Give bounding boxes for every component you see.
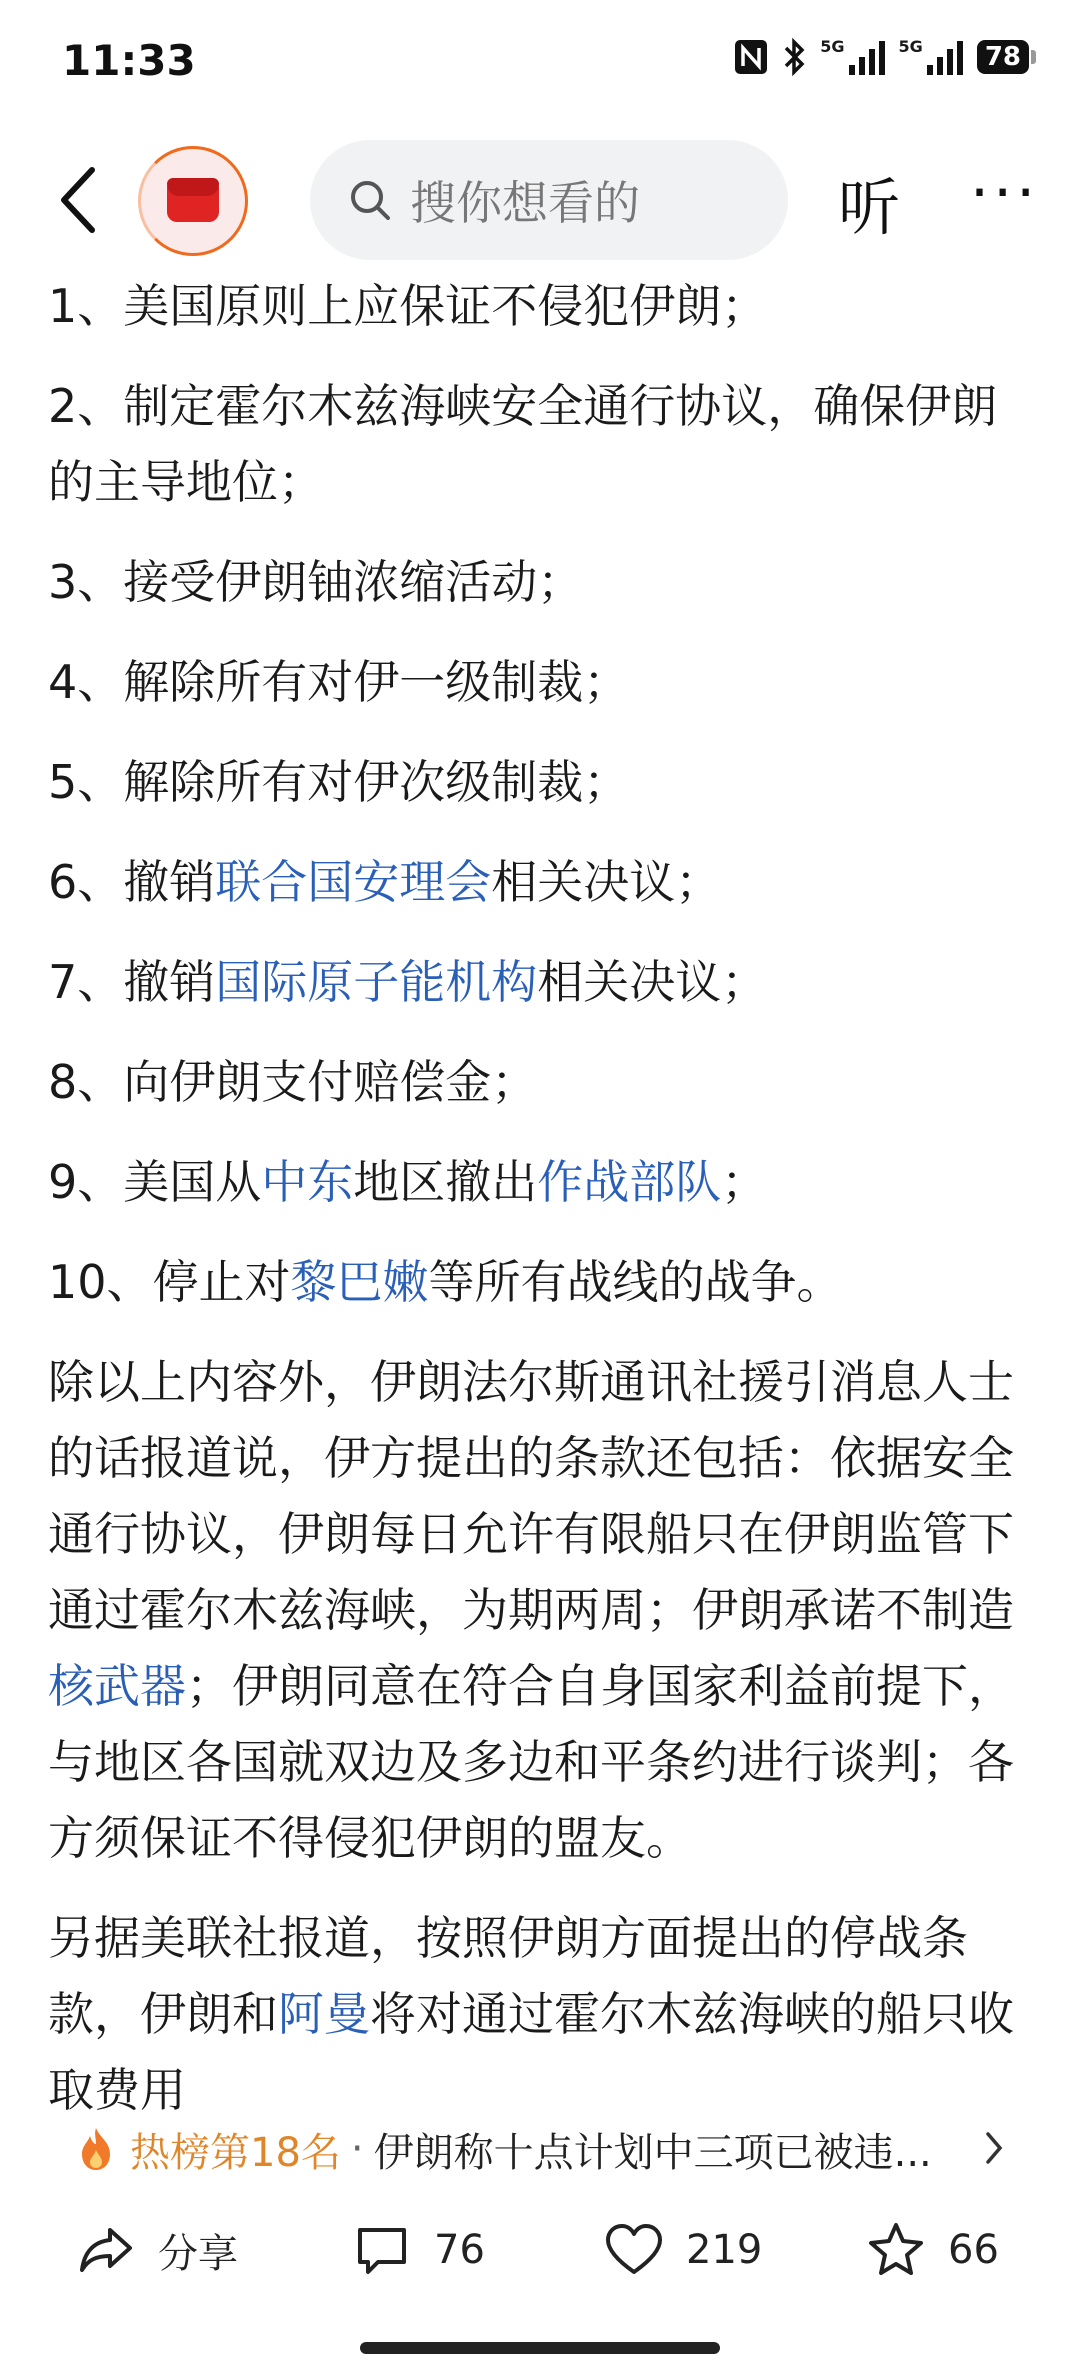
system-icons — [734, 38, 1036, 76]
hot-ranking-bar[interactable] — [76, 2112, 1016, 2186]
separator: · — [350, 2126, 364, 2172]
topic-link-combat-troops[interactable]: 作战部队 — [537, 1155, 722, 1209]
top-nav — [0, 130, 1080, 270]
topic-link-middle-east[interactable]: 中东 — [261, 1155, 354, 1209]
share-label: 分享 — [158, 2230, 238, 2277]
topic-link-iaea[interactable]: 国际原子能机构 — [215, 955, 538, 1009]
heart-icon — [604, 2220, 664, 2280]
bottom-action-bar — [0, 2200, 1080, 2310]
more-options-button[interactable]: ··· — [970, 158, 1040, 228]
status-bar — [0, 0, 1080, 120]
list-item: 2、制定霍尔木兹海峡安全通行协议，确保伊朗的主导地位； — [48, 379, 998, 509]
like-count: 219 — [686, 2227, 763, 2273]
list-item: 10、停止对黎巴嫩等所有战线的战争。 — [48, 1255, 843, 1309]
fire-icon — [76, 2126, 116, 2172]
list-item: 8、向伊朗支付赔偿金； — [48, 1055, 538, 1109]
home-indicator[interactable] — [360, 2342, 720, 2354]
topic-link-un-security-council[interactable]: 联合国安理会 — [215, 855, 492, 909]
chevron-right-icon — [980, 2128, 1008, 2168]
signal-5g-1: 5G — [820, 39, 884, 75]
signal-5g-2: 5G — [899, 39, 963, 75]
search-bar[interactable] — [310, 140, 788, 260]
comment-button[interactable] — [352, 2220, 485, 2280]
list-item: 3、接受伊朗铀浓缩活动； — [48, 555, 584, 609]
back-arrow-icon[interactable] — [50, 160, 110, 240]
battery-indicator — [977, 40, 1036, 74]
comment-count: 76 — [434, 2227, 485, 2273]
star-icon — [866, 2220, 926, 2280]
topic-link-nuclear-weapons[interactable]: 核武器 — [48, 1659, 186, 1713]
battery-level: 78 — [977, 40, 1029, 74]
favorite-button[interactable] — [866, 2220, 999, 2280]
search-icon — [346, 176, 394, 224]
topic-link-lebanon[interactable]: 黎巴嫩 — [290, 1255, 429, 1309]
list-item: 9、美国从中东地区撤出作战部队； — [48, 1155, 768, 1209]
hot-rank-label: 热榜第18名 — [130, 2129, 341, 2176]
listen-button[interactable]: 听 — [838, 171, 901, 244]
share-button[interactable] — [76, 2220, 238, 2280]
list-item: 4、解除所有对伊一级制裁； — [48, 655, 630, 709]
topic-link-oman[interactable]: 阿曼 — [278, 1987, 370, 2041]
nfc-icon — [734, 39, 768, 75]
list-item: 6、撤销联合国安理会相关决议； — [48, 855, 722, 909]
share-icon — [76, 2220, 136, 2280]
comment-icon — [352, 2220, 412, 2280]
hot-topic-title: 伊朗称十点计划中三项已被违... — [373, 2129, 932, 2176]
article-body — [48, 268, 1028, 2117]
clock: 11:33 — [62, 36, 196, 85]
app-logo[interactable] — [138, 146, 248, 256]
bluetooth-icon — [782, 38, 806, 76]
article-paragraph: 另据美联社报道，按照伊朗方面提出的停战条款，伊朗和阿曼将对通过霍尔木兹海峡的船只收取费用 — [48, 1911, 1014, 2117]
search-placeholder: 搜你想看的 — [410, 176, 640, 230]
like-button[interactable] — [604, 2220, 762, 2280]
list-item: 7、撤销国际原子能机构相关决议； — [48, 955, 768, 1009]
list-item: 5、解除所有对伊次级制裁； — [48, 755, 630, 809]
article-paragraph: 除以上内容外，伊朗法尔斯通讯社援引消息人士的话报道说，伊方提出的条款还包括：依据安全通行协议，伊朗每日允许有限船只在伊朗监管下通过霍尔木兹海峡，为期两周；伊朗承诺不制造核武器；伊朗同意在符合自身国家利益前提下，与地区各国就双边及多边和平条约进行谈判；各方须保证不得侵犯伊朗的盟友。 — [48, 1355, 1014, 1865]
favorite-count: 66 — [948, 2227, 999, 2273]
list-item: 1、美国原则上应保证不侵犯伊朗； — [48, 279, 768, 333]
